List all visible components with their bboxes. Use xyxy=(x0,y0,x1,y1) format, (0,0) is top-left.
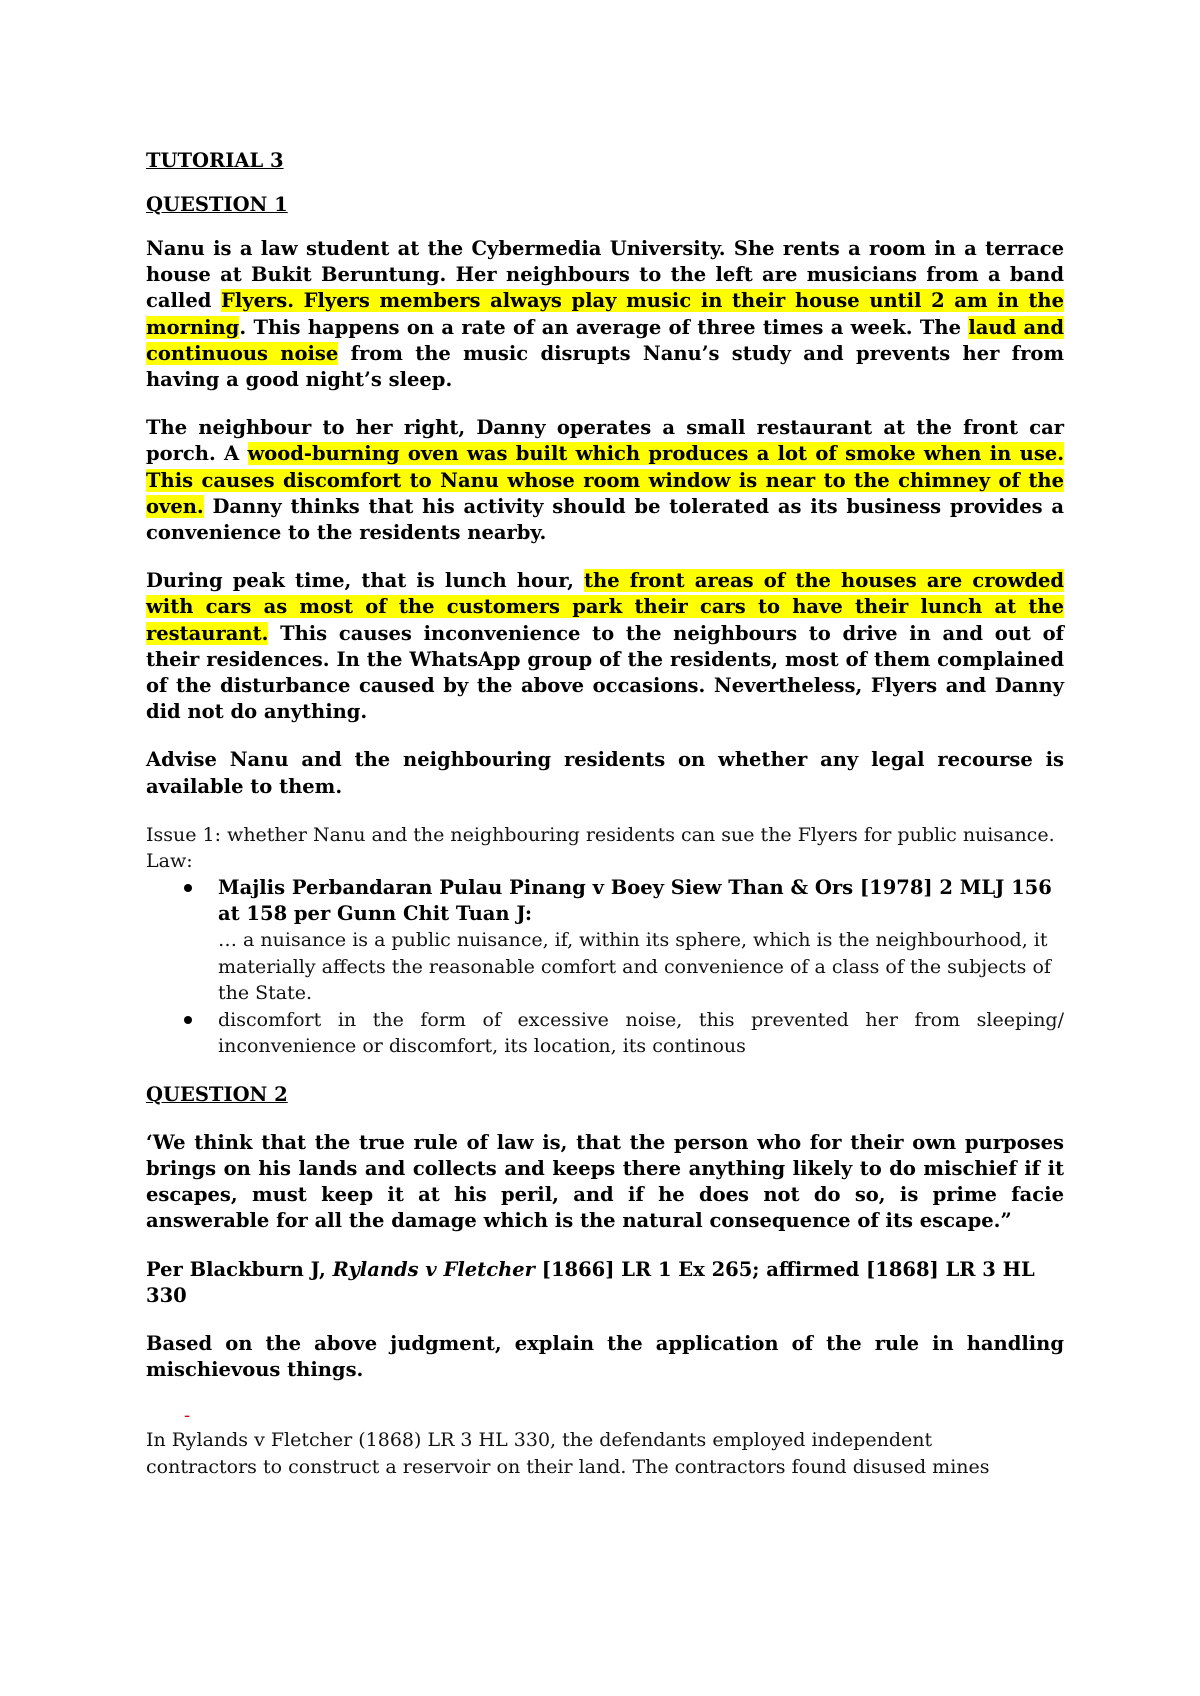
q1-p2-seg-0: The neighbour to her right, Danny operates a small restaurant at the front car porch. A xyxy=(146,416,1064,466)
answer-line-1: In Rylands v Fletcher (1868) LR 3 HL 330, the defendants employed independent xyxy=(146,1429,933,1452)
question-1-heading: QUESTION 1 xyxy=(146,193,288,216)
q1-p3-seg-2: This causes inconvenience to the neighbours to drive in and out of their residences. In the WhatsApp group of the residents, most of them complained of the disturbance caused by the above occasions. Nevertheless, Flyers and Danny did not do anything. xyxy=(146,621,1064,724)
case-citation: Majlis Perbandaran Pulau Pinang v Boey Siew Than & Ors [1978] 2 MLJ 156 at 158 per Gunn Chit Tuan J: xyxy=(218,875,1052,926)
bullet-2-text: discomfort in the form of excessive noise, this prevented her from sleeping/ inconvenience or discomfort, its location, its continous xyxy=(218,1008,1064,1058)
q1-p2-seg-1: wood-burning oven was built which produces a lot of smoke when in use. This causes discomfort to Nanu whose room window is near to the chimney of the oven. xyxy=(146,442,1064,518)
q2-instruction: Based on the above judgment, explain the application of the rule in handling mischievous things. xyxy=(146,1331,1064,1382)
law-bullet-1 xyxy=(218,875,1064,1007)
q1-paragraph-3 xyxy=(146,568,1064,725)
case-quote: … a nuisance is a public nuisance, if, within its sphere, which is the neighbourhood, it materially affects the reasonable comfort and convenience of a class of the subjects of the State. xyxy=(218,929,1051,1005)
q1-paragraph-2 xyxy=(146,415,1064,546)
q1-p1-seg-4: from the music disrupts Nanu’s study and prevents her from having a good night’s sleep. xyxy=(146,341,1064,392)
bullet-icon xyxy=(184,1016,192,1024)
law-bullet-list xyxy=(146,875,1064,1060)
q1-paragraph-1 xyxy=(146,236,1064,393)
bullet-icon xyxy=(184,884,192,892)
citation-prefix: Per Blackburn J, xyxy=(146,1257,333,1281)
q1-p3-seg-1: the front areas of the houses are crowded with cars as most of the customers park their cars to have their lunch at the restaurant. xyxy=(146,569,1064,645)
answer-line-2: contractors to construct a reservoir on their land. The contractors found disused mines xyxy=(146,1455,990,1478)
issue-1: Issue 1: whether Nanu and the neighbouring residents can sue the Flyers for public nuisance. xyxy=(146,823,1055,846)
tutorial-title: TUTORIAL 3 xyxy=(146,149,284,172)
q1-p3-seg-0: During peak time, that is lunch hour, xyxy=(146,569,585,593)
q1-p2-seg-2: Danny thinks that his activity should be tolerated as its business provides a convenience to the residents nearby. xyxy=(146,494,1064,545)
q1-p1-seg-2: . This happens on a rate of an average of three times a week. The xyxy=(239,315,969,339)
q2-quote: ‘We think that the true rule of law is, that the person who for their own purposes brings on his lands and collects and keeps there anything likely to do mischief if it escapes, must keep it at his peril, and if he does not do so, is prime facie answerable for all the damage which is the natural consequence of its escape.” xyxy=(146,1130,1064,1233)
citation-case-name: Rylands v Fletcher xyxy=(332,1257,535,1281)
q1-advise: Advise Nanu and the neighbouring residents on whether any legal recourse is available to them. xyxy=(146,748,1064,798)
q1-p1-seg-0: Nanu is a law student at the Cybermedia University. She rents a room in a terrace house at Bukit Beruntung. Her neighbours to the left are musicians from a band called xyxy=(146,237,1064,313)
q2-citation xyxy=(146,1257,1064,1309)
law-bullet-2 xyxy=(218,1007,1064,1060)
q1-p1-seg-1: Flyers. Flyers members always play music in their house until 2 am in the morning xyxy=(146,289,1065,339)
answer-dash: - xyxy=(184,1405,191,1427)
citation-suffix: [1866] LR 1 Ex 265; affirmed [1868] LR 3 HL 330 xyxy=(146,1257,1035,1307)
question-2-heading: QUESTION 2 xyxy=(146,1082,288,1106)
q1-p1-seg-3: laud and continuous noise xyxy=(146,315,1064,365)
law-label: Law: xyxy=(146,850,193,873)
